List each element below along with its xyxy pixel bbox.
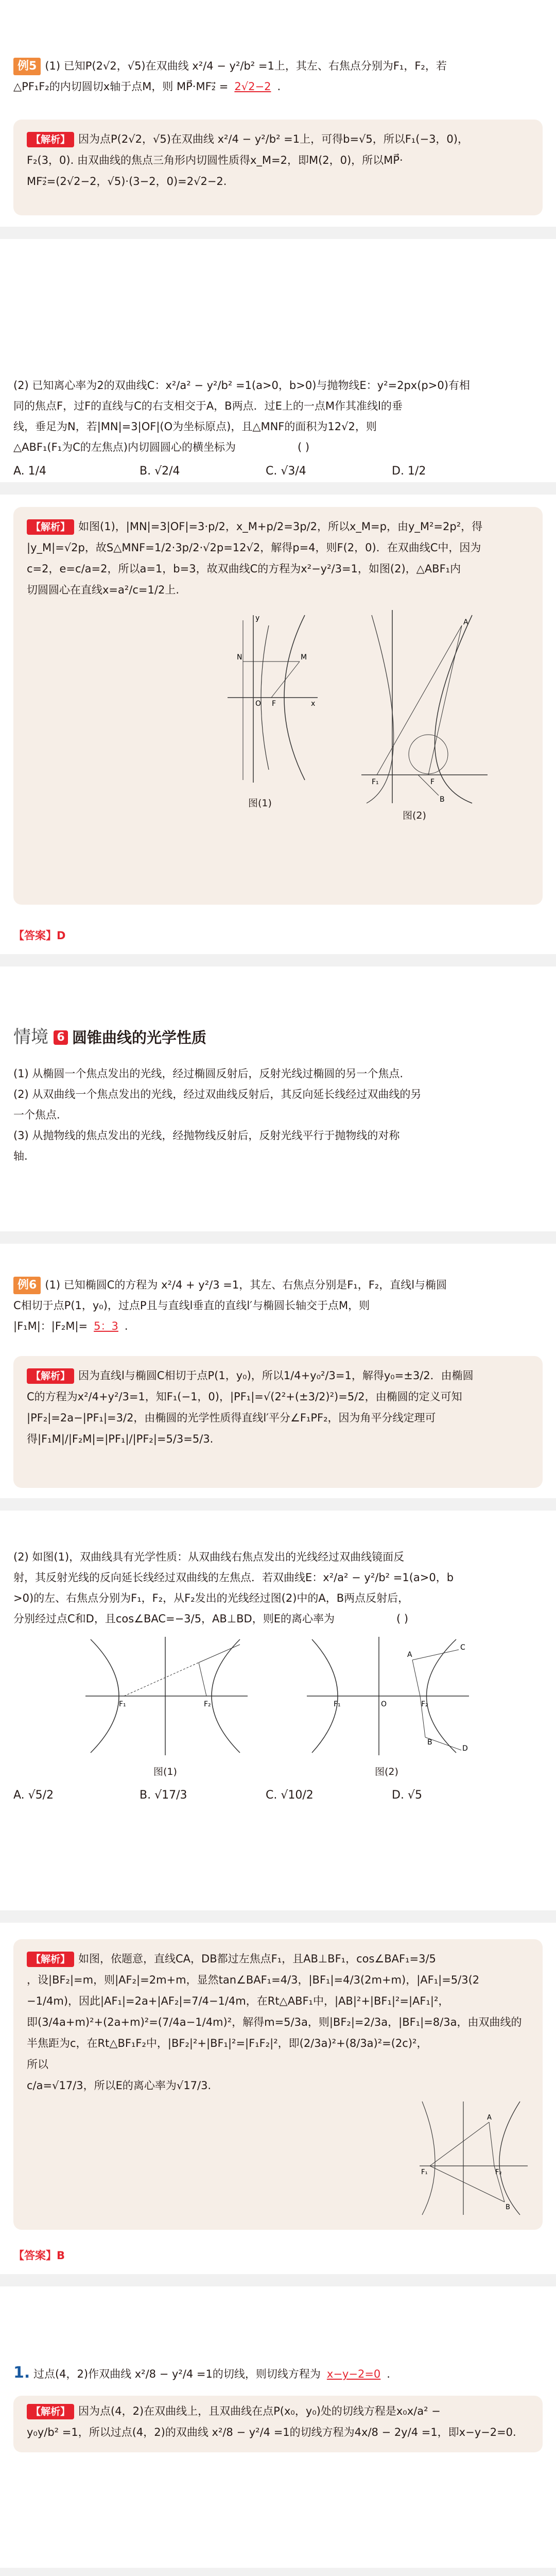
scene-6: 情境 6 圆锥曲线的光学性质 (1) 从椭圆一个焦点发出的光线，经过椭圆反射后，反射光线过椭圆的另一个焦点. (2) 从双曲线一个焦点发出的光线，经过双曲线反射后，其反向延长线经过双曲线的另 一个焦点. (3) 从抛物线的焦点发出的光线，经抛物线反射后，反射光线平行于抛物线的对称 轴. [0,1025,556,1166]
solution-box: 【解析】 因为点P(2√2，√5)在双曲线 x²/4 − y²/b² =1上，可得b=√5，所以F₁(−3，0)， F₂(3，0). 由双曲线的焦点三角形内切圆性质得x_M=2，即M(2，0)，所以MP⃗· MF₂⃗=(2√2−2，√5)·(3−2，0)=2√2−2. [13,120,543,215]
section-gap [0,1498,556,1511]
example-badge: 例5 [13,58,41,75]
section-gap [0,2274,556,2286]
svg-text:x: x [311,700,316,708]
option-d: D. 1/2 [392,465,426,478]
svg-text:D: D [462,1744,468,1753]
problem-1: 1. 过点(4，2)作双曲线 x²/8 − y²/4 =1的切线，则切线方程为 x−y−2=0 . [13,2364,390,2382]
figures [27,605,529,821]
svg-text:F₁: F₁ [334,1700,341,1708]
section-gap [0,482,556,495]
section-gap [0,2568,556,2576]
svg-text:N: N [237,653,242,662]
figure-1-caption: 图(1) [248,798,272,809]
ex6-q2-answer [0,2247,556,2263]
svg-text:F₁: F₁ [372,778,379,786]
figure-1-caption: 图(1) [153,1766,177,1777]
figure-1 [222,605,320,790]
figure-2 [356,605,490,806]
svg-text:B: B [427,1738,432,1747]
ex5-q2: (2) 已知离心率为2的双曲线C：x²/a² − y²/b² =1(a>0，b>0)与抛物线E：y²=2px(p>0)有相 同的焦点F，过F的直线与C的右支相交于A，B两点．过E上的一点M作其准线l的垂 线，垂足为N，若|MN|=3|OF|(O为坐标原点)，且△MNF的面积为12√2，则 △ABF₁(F₁为C的左焦点)内切圆圆心的横坐标为 ( ) A. 1/4 B. √2/4 C. √3/4 D. 1/2 [0,375,556,478]
svg-text:A: A [463,618,468,626]
solution-tag: 【解析】 [27,132,74,147]
answer-blank: 2√2−2 [234,80,271,93]
svg-text:F: F [272,700,276,708]
option-c: C. √10/2 [266,1789,314,1802]
solution-box: 【解析】 因为点(4，2)在双曲线上，且双曲线在点P(x₀，y₀)处的切线方程是x₀x/a² − y₀y/b² =1，所以过点(4，2)的双曲线 x²/8 − y²/4 =1的切线方程为4x/8 − 2y/4 =1，即x−y−2=0. [13,2396,543,2452]
problem-number: 1. [13,2364,30,2382]
svg-text:F: F [430,778,435,786]
svg-text:A: A [407,1651,412,1659]
svg-text:F₁: F₁ [421,2168,428,2176]
solution-figure [417,2099,530,2217]
svg-text:F₂: F₂ [204,1700,211,1708]
svg-text:O: O [255,700,262,708]
ex6-q1: 例6 (1) 已知椭圆C的方程为 x²/4 + y²/3 =1，其左、右焦点分别是F₁，F₂，直线l与椭圆 C相切于点P(1，y₀)，过点P且与直线l垂直的直线l′与椭圆长轴交于点M，则 |F₁M|：|F₂M|= 5：3 . [0,1275,556,1336]
svg-text:F₂: F₂ [421,1700,428,1708]
options [13,465,543,478]
option-a: A. 1/4 [13,465,47,478]
ex5-q2-answer [0,927,556,943]
solution-tag: 【解析】 [27,1368,74,1384]
svg-text:O: O [381,1700,387,1708]
answer-value: D [57,929,66,942]
figures [13,1629,543,1784]
svg-text:F₂: F₂ [495,2168,502,2176]
svg-text:C: C [460,1643,465,1652]
options [13,1789,543,1802]
option-a: A. √5/2 [13,1789,54,1802]
figure-1 [80,1634,250,1758]
answer-blank: 5：3 [94,1320,118,1332]
answer-blank: x−y−2=0 [326,2368,381,2380]
example-badge: 例6 [13,1277,41,1294]
scene-label: 情境 [13,1027,48,1047]
ex5-q1: 例5 (1) 已知P(2√2，√5)在双曲线 x²/4 − y²/b² =1上，其左、右焦点分别为F₁，F₂，若 △PF₁F₂的内切圆切x轴于点M，则 MP⃗·MF₂⃗ = 2√2−2 . [0,56,556,97]
scene-number: 6 [54,1030,68,1045]
svg-text:y: y [255,614,260,622]
section-gap [0,1910,556,1923]
answer-value: B [57,2249,65,2262]
svg-text:A: A [487,2114,492,2122]
figure-2 [302,1634,472,1758]
svg-text:B: B [440,795,445,804]
option-b: B. √17/3 [140,1789,187,1802]
option-c: C. √3/4 [266,465,306,478]
figure-2-caption: 图(2) [375,1766,398,1777]
solution-box: 【解析】 如图，依题意，直线CA，DB都过左焦点F₁，且AB⊥BF₁，cos∠BAF₁=3/5 ，设|BF₂|=m，则|AF₂|=2m+m，显然tan∠BAF₁=4/3，|BF₁|=4/3(2m+m)，|AF₁|=5/3(2 −1/4m)，因此|AF₁|=2a+|AF₂|=7/4−1/4m，在Rt△ABF₁中，|AB|²+|BF₁|²=|AF₁|²， 即(3/4a+m)²+(2a+m)²=(7/4a−1/4m)²，解得m=5/3a，则|BF₂|=2/3a，|BF₁|=8/3a，由双曲线的 半焦距为c，在Rt△BF₁F₂中，|BF₂|²+|BF₁|²=|F₁F₂|²，即(2/3a)²+(8/3a)²=(2c)²，所以 c/a=√17/3，所以E的离心率为√17/3. A B F₁ F₂ [13,1939,543,2230]
svg-text:B: B [506,2204,510,2211]
solution-box: 【解析】 因为直线l与椭圆C相切于点P(1，y₀)，所以1/4+y₀²/3=1，解得y₀=±3/2．由椭圆 C的方程为x²/4+y²/3=1，知F₁(−1，0)，|PF₁|=√(2²+(±3/2)²)=5/2，由椭圆的定义可知 |PF₂|=2a−|PF₁|=3/2，由椭圆的光学性质得直线l′平分∠F₁PF₂，因为角平分线定理可 得|F₁M|/|F₂M|=|PF₁|/|PF₂|=5/3=5/3. [13,1356,543,1488]
svg-text:M: M [301,653,307,662]
ex6-q2: (2) 如图(1)，双曲线具有光学性质：从双曲线右焦点发出的光线经过双曲线镜面反 射，其反射光线的反向延长线经过双曲线的左焦点．若双曲线E：x²/a² − y²/b² =1(a>0，b >0)的左、右焦点分别为F₁，F₂，从F₂发出的光线经过图(2)中的A，B两点反射后， 分别经过点C和D，且cos∠BAC=−3/5，AB⊥BD，则E的离心率为 ( ) F₁ F₂ A B C D F₁ F₂ O 图(1) 图(2) A. √5/2 B. √17/3 C. √10/2 D. √5 [0,1547,556,1802]
solution-tag: 【解析】 [27,1952,74,1967]
svg-text:F₁: F₁ [119,1700,126,1708]
figure-2-caption: 图(2) [403,810,426,821]
section-gap [0,954,556,967]
answer-label: 【答案】 [13,929,57,942]
scene-heading [13,1025,543,1052]
section-gap [0,1231,556,1244]
answer-label: 【答案】 [13,2249,57,2262]
option-b: B. √2/4 [140,465,180,478]
solution-tag: 【解析】 [27,2404,74,2419]
solution-box: 【解析】 如图(1)，|MN|=3|OF|=3·p/2，x_M+p/2=3p/2，所以x_M=p，由y_M²=2p²，得 |y_M|=√2p，故S△MNF=1/2·3p/2·√2p=12√2，解得p=4，则F(2，0)．在双曲线C中，因为 c=2，e=c/a=2，所以a=1，b=3，故双曲线C的方程为x²−y²/3=1，如图(2)，△ABF₁内 切圆圆心在直线x=a²/c=1/2上. M N F O y x A F₁ F B 图(1) 图(2) [13,507,543,905]
section-gap [0,227,556,239]
option-d: D. √5 [392,1789,422,1802]
solution-tag: 【解析】 [27,519,74,535]
scene-title: 圆锥曲线的光学性质 [72,1029,207,1046]
